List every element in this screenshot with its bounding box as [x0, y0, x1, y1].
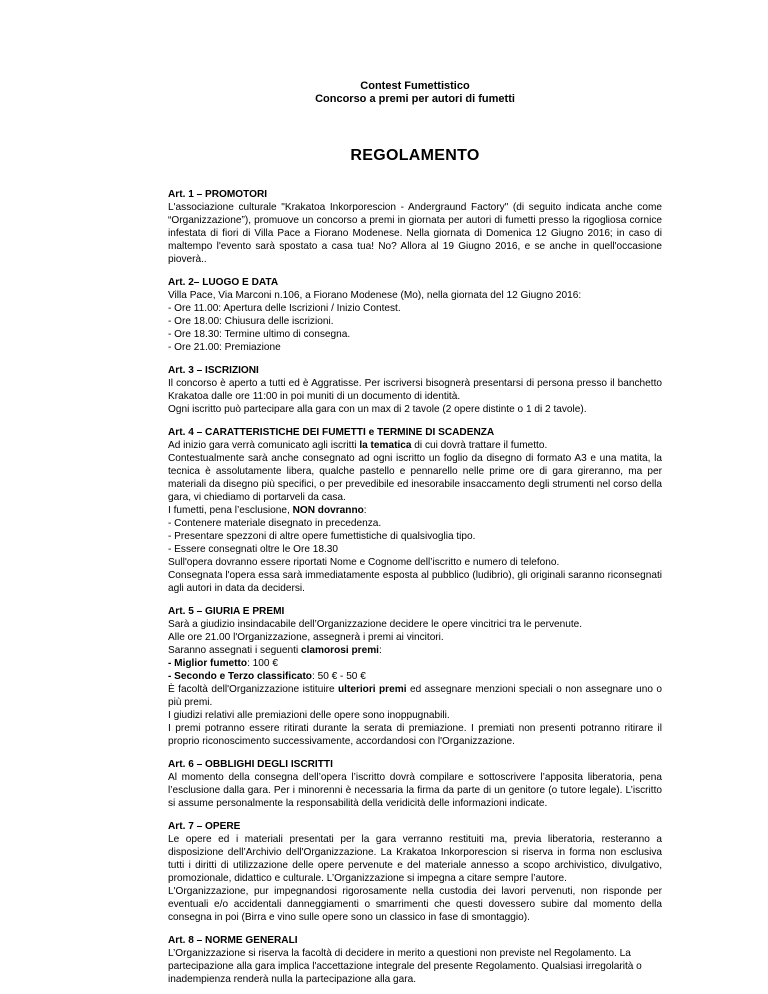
prize-first-label: - Miglior fumetto: [168, 658, 248, 669]
article-4-line-4: - Contenere materiale disegnato in precedenza.: [168, 518, 382, 529]
article-6-title: Art. 6 – OBBLIGHI DEGLI ISCRITTI: [168, 759, 333, 770]
document-page: [168, 80, 662, 986]
prize-second-third: [168, 670, 662, 683]
prize-first-amount: : 100 €: [247, 658, 278, 669]
article-5-line-3a: Saranno assegnati i seguenti: [168, 645, 301, 656]
article-2: [168, 276, 662, 354]
article-8: [168, 934, 662, 986]
article-5-line-8: I premi potranno essere ritirati durante la serata di premiazione. I premiati non presenti potranno ritirare il proprio riconoscimento successivamente, accordandosi con l'Organizzazione.: [168, 723, 662, 747]
article-4-line-8: Consegnata l'opera essa sarà immediatamente esposta al pubblico (ludibrio), gli originali saranno riconsegnati agli autori in data da decidersi.: [168, 570, 662, 594]
article-4-title: Art. 4 – CARATTERISTICHE DEI FUMETTI e TERMINE DI SCADENZA: [168, 427, 495, 438]
article-2-line: - Ore 18.30: Termine ultimo di consegna.: [168, 329, 351, 340]
article-4-line-3a: I fumetti, pena l’esclusione,: [168, 505, 293, 516]
document-title: REGOLAMENTO: [350, 147, 480, 164]
article-2-line: Villa Pace, Via Marconi n.106, a Fiorano Modenese (Mo), nella giornata del 12 Giugno 2016:: [168, 290, 582, 301]
article-5: [168, 605, 662, 748]
article-2-line: - Ore 18.00: Chiusura delle iscrizioni.: [168, 316, 334, 327]
article-2-line: - Ore 11.00: Apertura delle Iscrizioni / Inizio Contest.: [168, 303, 401, 314]
article-5-line-1: Sarà a giudizio insindacabile dell’Organizzazione decidere le opere vincitrici tra le pervenute.: [168, 619, 583, 630]
theme-emphasis: la tematica: [359, 440, 412, 451]
article-4-line-3c: :: [363, 505, 367, 516]
article-1-text: L'associazione culturale "Krakatoa Inkorporescion - Andergraund Factory" (di seguito indicata anche come “Organizzazione”), promuove un concorso a premi in giornata per autori di fumetti presso la rigogliosa cornice infestata di fiori di Villa Pace a Fiorano Modenese. Nella giornata di Domenica 12 Giugno 2016; in caso di maltempo l'evento sarà spostato a casa tua! No? Allora al 19 Giugno 2016, e se anche in quell'occasione pioverà..: [168, 202, 662, 265]
article-8-text: L’Organizzazione si riserva la facoltà di decidere in merito a questioni non previste nel Regolamento. La partecipazione alla gara implica l'accettazione integrale del presente Regolamento. Qualsiasi irregolarità o inadempienza renderà nulla la partecipazione alla gara.: [168, 948, 642, 985]
article-3-text-1: Il concorso è aperto a tutti ed è Aggratisse. Per iscriversi bisognerà presentarsi di persona presso il banchetto Krakatoa dalle ore 11:00 in poi muniti di un documento di identità.: [168, 378, 662, 402]
article-7-text-1: Le opere ed i materiali presentati per la gara verranno restituiti ma, previa liberatoria, resteranno a disposizione dell’Archivio dell'Organizzazione. La Krakatoa Inkorporescion si riserva in forma non esclusiva tutti i diritti di utilizzazione delle opere pervenute e del materiale annesso a scopo archivistico, divulgativo, promozionale, didattico e culturale. L’Organizzazione si impegna a citare sempre l’autore.: [168, 834, 662, 884]
prize-second-third-amount: : 50 € - 50 €: [311, 671, 366, 682]
article-3-text-2: Ogni iscritto può partecipare alla gara con un max di 2 tavole (2 opere distinte o 1 di 2 tavole).: [168, 404, 587, 415]
article-1-title: Art. 1 – PROMOTORI: [168, 189, 268, 200]
document-header: [168, 80, 662, 106]
prize-first: [168, 657, 662, 670]
article-4-line-5: - Presentare spezzoni di altre opere fumettistiche di qualsivoglia tipo.: [168, 531, 476, 542]
article-4-line-6: - Essere consegnati oltre le Ore 18.30: [168, 544, 339, 555]
header-line-1: Contest Fumettistico: [360, 80, 470, 92]
article-5-line-3c: :: [378, 645, 382, 656]
article-4-line-1c: di cui dovrà trattare il fumetto.: [411, 440, 548, 451]
article-4-line-7: Sull'opera dovranno essere riportati Nome e Cognome dell’iscritto e numero di telefono.: [168, 557, 560, 568]
article-5-line-3: [168, 644, 662, 657]
not-allowed-emphasis: NON dovranno: [292, 505, 364, 516]
article-6: [168, 758, 662, 810]
header-line-2: Concorso a premi per autori di fumetti: [315, 93, 515, 105]
prize-second-third-label: - Secondo e Terzo classificato: [168, 671, 312, 682]
article-7-title: Art. 7 – OPERE: [168, 821, 241, 832]
article-5-line-6a: È facoltà dell'Organizzazione istituire: [168, 684, 338, 695]
article-2-title: Art. 2– LUOGO E DATA: [168, 277, 279, 288]
article-4-line-1a: Ad inizio gara verrà comunicato agli iscritti: [168, 440, 360, 451]
article-5-line-6c: ed assegnare menzioni speciali o non assegnare uno o più premi.: [168, 684, 662, 708]
articles: [168, 188, 662, 986]
article-5-line-6: [168, 683, 662, 709]
article-6-text: Al momento della consegna dell’opera l’iscritto dovrà compilare e sottoscrivere l’apposita liberatoria, pena l’esclusione dalla gara. Per i minorenni è necessaria la firma da parte di un genitore (o tutore legale). L’iscritto si assume personalmente la responsabilità della veridicità delle informazioni indicate.: [168, 772, 662, 809]
article-7-text-2: L'Organizzazione, pur impegnandosi rigorosamente nella custodia dei lavori pervenuti, non risponde per eventuali e/o accidentali danneggiamenti o smarrimenti che questi dovessero subire dal momento della consegna in poi (Birra e vino sulle opere sono un classico in fase di smontaggio).: [168, 886, 662, 923]
article-8-title: Art. 8 – NORME GENERALI: [168, 935, 298, 946]
article-4: [168, 426, 662, 595]
article-7: [168, 820, 662, 924]
article-3-title: Art. 3 – ISCRIZIONI: [168, 365, 259, 376]
article-4-line-3: [168, 504, 662, 517]
article-1: [168, 188, 662, 266]
article-4-line-2: Contestualmente sarà anche consegnato ad ogni iscritto un foglio da disegno di formato A3 e una matita, la tecnica è assolutamente libera, qualche pastello e pennarello nelle prime ore di gara gireranno, ma per materiali da disegno più specifici, o per prevedibile ed inesorabile insaccamento degli strumenti nel corso della gara, vi chiediamo di portarveli da casa.: [168, 453, 662, 503]
prizes-emphasis: clamorosi premi: [301, 645, 379, 656]
article-5-line-2: Alle ore 21.00 l'Organizzazione, assegnerà i premi ai vincitori.: [168, 632, 444, 643]
article-5-title: Art. 5 – GIURIA E PREMI: [168, 606, 285, 617]
article-3: [168, 364, 662, 416]
article-2-line: - Ore 21.00: Premiazione: [168, 342, 281, 353]
extra-prizes-emphasis: ulteriori premi: [338, 684, 407, 695]
article-4-line-1: [168, 439, 662, 452]
article-5-line-7: I giudizi relativi alle premiazioni delle opere sono inoppugnabili.: [168, 710, 450, 721]
